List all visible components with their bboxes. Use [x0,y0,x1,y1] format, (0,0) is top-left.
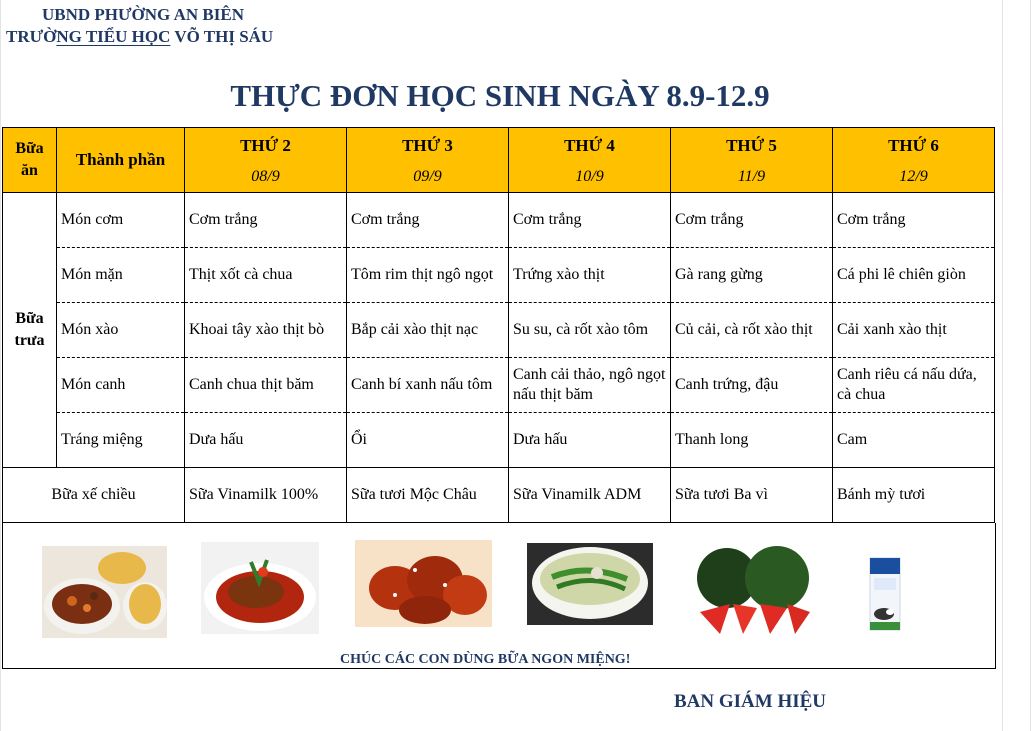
day-name: THỨ 4 [564,136,615,155]
row-label: Món mặn [57,248,185,303]
menu-cell: Trứng xào thịt [509,248,671,303]
snack-row [3,468,995,523]
menu-cell: Dưa hấu [185,413,347,468]
row-label: Món xào [57,303,185,358]
menu-cell: Dưa hấu [509,413,671,468]
day-header-fri [833,128,995,193]
table-header-row [3,128,995,193]
menu-cell: Sữa tươi Mộc Châu [347,468,509,523]
day-name: THỨ 2 [240,136,291,155]
beef-stew-photo [42,546,167,638]
day-header-wed [509,128,671,193]
component-header: Thành phần [57,128,185,193]
menu-cell: Gà rang gừng [671,248,833,303]
milk-carton-image [866,552,906,634]
meal-header-line: Bữa [15,140,44,157]
footer-message: CHÚC CÁC CON DÙNG BỮA NGON MIỆNG! [340,652,631,667]
menu-cell: Canh chua thịt băm [185,358,347,413]
milk-carton-photo [866,552,906,634]
day-date: 08/9 [251,168,280,185]
menu-cell: Cá phi lê chiên giòn [833,248,995,303]
school-name [6,26,273,48]
day-name: THỨ 5 [726,136,777,155]
lunch-label [3,193,57,468]
table-row [3,303,995,358]
school-name-underlined: NG TIỂU HỌC [56,27,171,46]
meal-header [3,128,57,193]
fish-tomato-photo [201,542,319,634]
day-date: 12/9 [899,168,928,185]
menu-cell: Thịt xốt cà chua [185,248,347,303]
vegetable-soup-image [527,543,653,625]
menu-cell: Bánh mỳ tươi [833,468,995,523]
lunch-label-line: Bữa [15,310,44,327]
table-row [3,193,995,248]
menu-cell: Thanh long [671,413,833,468]
menu-cell: Sữa Vinamilk ADM [509,468,671,523]
table-row [3,248,995,303]
day-date: 09/9 [413,168,442,185]
meal-header-line: ăn [21,162,38,179]
day-header-tue [347,128,509,193]
vegetable-soup-photo [527,543,653,625]
snack-label: Bữa xế chiều [3,468,185,523]
menu-cell: Sữa Vinamilk 100% [185,468,347,523]
fish-tomato-image [201,542,319,634]
day-header-thu [671,128,833,193]
school-header [6,4,273,48]
table-row [3,413,995,468]
menu-cell: Khoai tây xào thịt bò [185,303,347,358]
menu-cell: Cơm trắng [833,193,995,248]
menu-cell: Ổi [347,413,509,468]
menu-cell: Su su, cà rốt xào tôm [509,303,671,358]
watermelon-image [695,542,812,636]
row-label: Món cơm [57,193,185,248]
menu-cell: Canh cải thảo, ngô ngọt nấu thịt băm [509,358,671,413]
braised-chicken-image [355,540,492,627]
menu-cell: Canh bí xanh nấu tôm [347,358,509,413]
menu-cell: Canh trứng, đậu [671,358,833,413]
menu-cell: Cơm trắng [347,193,509,248]
beef-stew-image [42,546,167,638]
menu-cell: Cơm trắng [509,193,671,248]
day-date: 11/9 [737,168,766,185]
row-label: Tráng miệng [57,413,185,468]
page-title: THỰC ĐƠN HỌC SINH NGÀY 8.9-12.9 [230,78,770,113]
ward-name: UBND PHƯỜNG AN BIÊN [42,5,244,24]
school-name-part: TRƯỜ [6,27,57,46]
table-row [3,358,995,413]
row-label: Món canh [57,358,185,413]
sheet-gridline [1030,0,1031,731]
braised-chicken-photo [355,540,492,627]
menu-cell: Cơm trắng [671,193,833,248]
menu-cell: Cải xanh xào thịt [833,303,995,358]
day-name: THỨ 6 [888,136,939,155]
menu-cell: Cơm trắng [185,193,347,248]
menu-table [2,127,995,523]
menu-cell: Cam [833,413,995,468]
day-date: 10/9 [575,168,604,185]
signature-board: BAN GIÁM HIỆU [674,691,827,712]
day-header-mon [185,128,347,193]
day-name: THỨ 3 [402,136,453,155]
menu-cell: Sữa tươi Ba vì [671,468,833,523]
school-name-part: VÕ THỊ SÁU [170,27,274,46]
menu-cell: Bắp cải xào thịt nạc [347,303,509,358]
watermelon-photo [695,542,812,636]
lunch-label-line: trưa [14,332,45,349]
menu-cell: Củ cải, cà rốt xào thịt [671,303,833,358]
menu-cell: Canh riêu cá nấu dứa, cà chua [833,358,995,413]
menu-cell: Tôm rim thịt ngô ngọt [347,248,509,303]
sheet-gridline [1002,0,1003,731]
